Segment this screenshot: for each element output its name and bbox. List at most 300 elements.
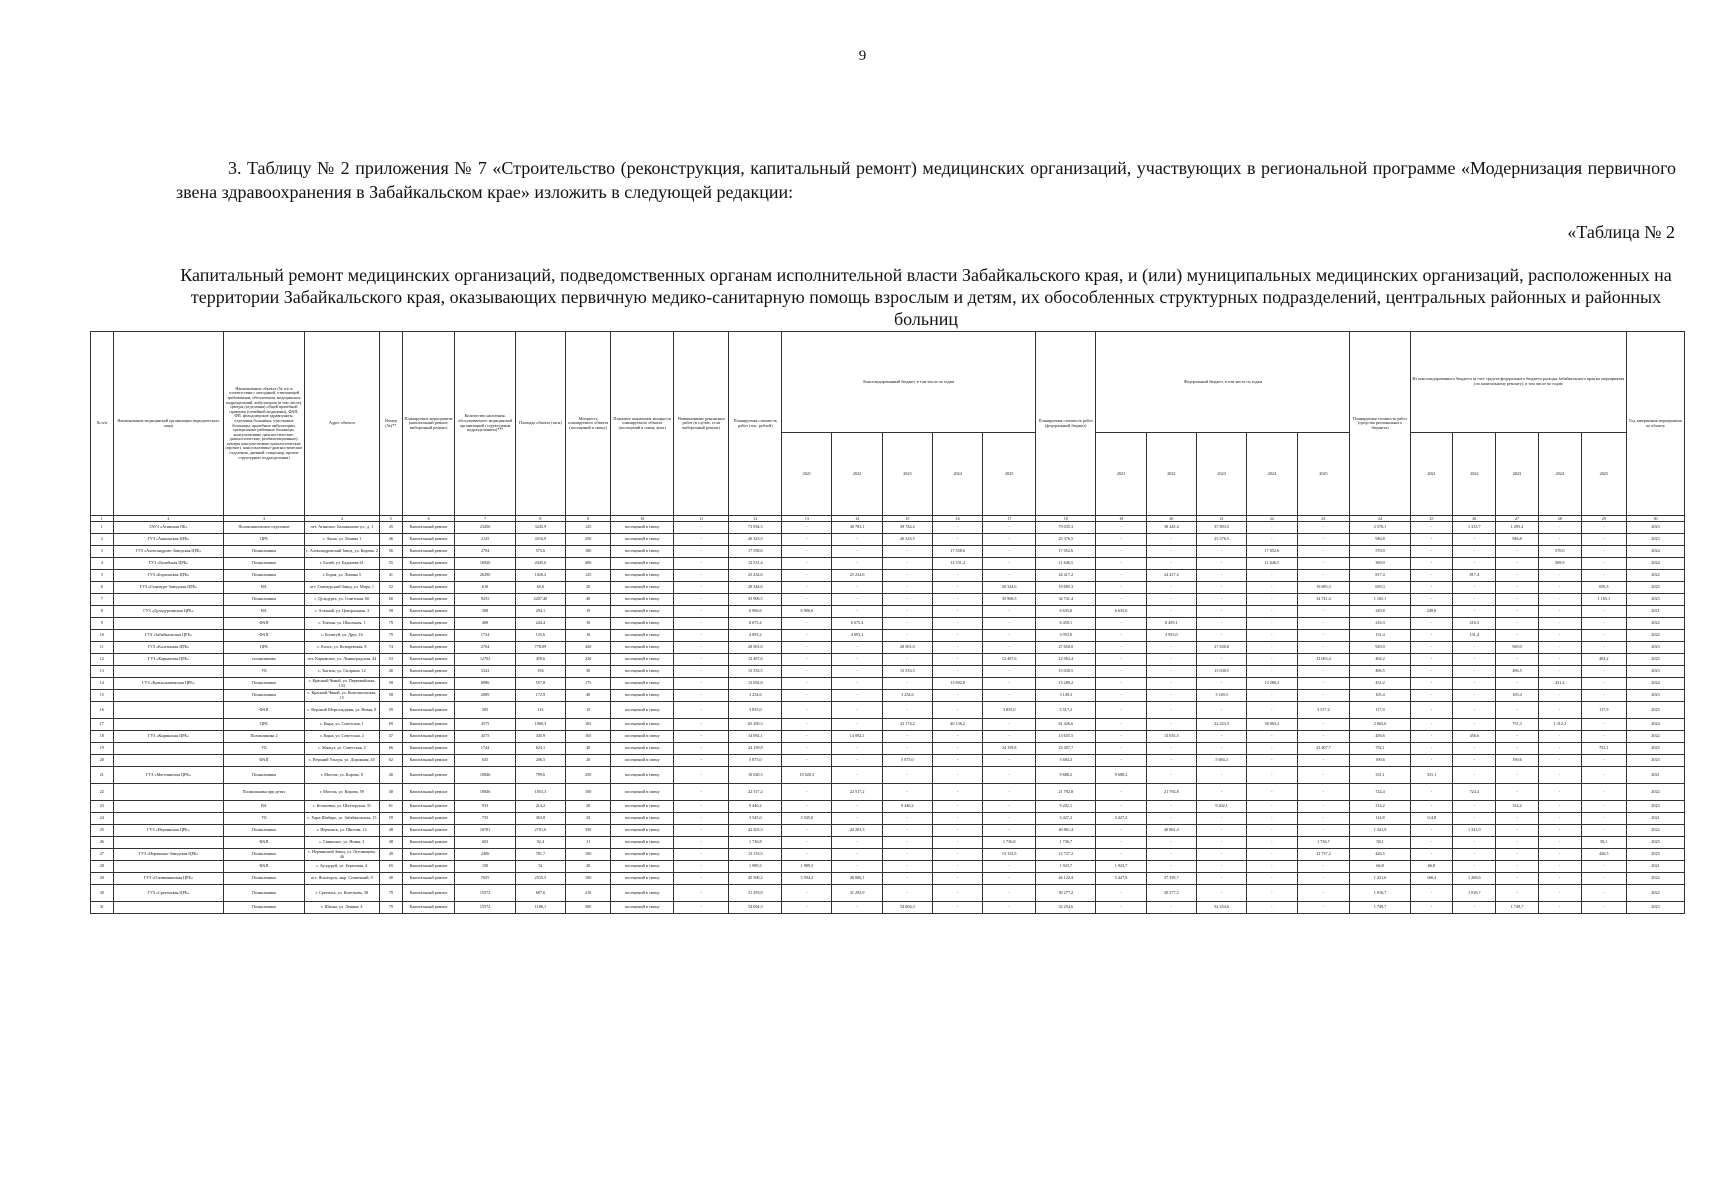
column-number: 27 (1496, 516, 1539, 522)
header-year: 2023 (1196, 433, 1246, 516)
table-cell: 24 159,8 (729, 743, 782, 755)
table-cell: - (1453, 534, 1496, 546)
table-cell: 65,6 (515, 582, 565, 594)
table-cell: 38 445,4 (1146, 522, 1196, 534)
table-cell: 933 (455, 801, 515, 813)
table-cell: 5 427,8 (1096, 873, 1146, 885)
intro-paragraph: 3. Таблицу № 2 приложения № 7 «Строительство (реконструкция, капитальный ремонт) медицинских организаций, участвующих в региональной программе «Модернизация первичного звена здравоохранения в Забайкальском крае» изложить в следующей редакции: (176, 158, 1676, 202)
column-number: 21 (1196, 516, 1246, 522)
table-cell: - (933, 849, 983, 861)
table-cell: с. Мангут, ул. Советская, 2 (304, 743, 379, 755)
table-row (91, 642, 1685, 654)
table-cell: 817,4 (1453, 570, 1496, 582)
table-cell: Поликлиника (224, 690, 304, 702)
table-cell: - (1146, 654, 1196, 666)
table-cell: - (674, 558, 729, 570)
table-cell: 15 (566, 702, 611, 719)
table-cell: 2764 (455, 642, 515, 654)
table-cell: - (1196, 861, 1246, 873)
table-cell: - (1247, 743, 1297, 755)
table-cell: 28 (91, 861, 114, 873)
table-cell: - (674, 570, 729, 582)
table-cell: 21 792,8 (1036, 784, 1096, 801)
table-cell: - (1297, 719, 1350, 731)
table-cell: 1 749,7 (1496, 902, 1539, 914)
table-cell: 363,8 (515, 813, 565, 825)
table-cell: - (933, 885, 983, 902)
table-cell: г. Балей, ул. Бадмаева 41 (304, 558, 379, 570)
table-cell: 25 (566, 813, 611, 825)
table-cell: УБ (224, 743, 304, 755)
table-cell: 25 234,6 (832, 570, 882, 582)
table-cell: - (983, 902, 1036, 914)
table-cell: - (1453, 813, 1496, 825)
table-cell: 15572 (455, 902, 515, 914)
table-cell: - (782, 690, 832, 702)
table-cell: 37 893,5 (1196, 522, 1246, 534)
table-cell: - (832, 594, 882, 606)
table-cell: - (1410, 546, 1453, 558)
table-cell: 100 (566, 849, 611, 861)
table-cell: посещений в смену (611, 642, 674, 654)
table-cell: - (1538, 784, 1581, 801)
table-cell: - (674, 678, 729, 690)
table-cell: - (1538, 767, 1581, 784)
table-cell: - (674, 801, 729, 813)
table-cell: Капитальный ремонт (402, 902, 455, 914)
table-cell: - (983, 666, 1036, 678)
table-cell: г. Могоча, ул. Кирова, 59 (304, 784, 379, 801)
header-area: Площадь объекта (кв.м) (515, 332, 565, 516)
table-cell: 26 323,5 (729, 534, 782, 546)
table-cell: - (1581, 690, 1626, 702)
table-cell: 20 (566, 582, 611, 594)
table-cell: - (1096, 885, 1146, 902)
table-cell: - (1247, 873, 1297, 885)
table-cell: 2025 (1626, 837, 1684, 849)
table-cell: - (1297, 861, 1350, 873)
table-cell: 5 684,3 (1196, 755, 1246, 767)
column-number: 10 (611, 516, 674, 522)
table-cell: - (674, 767, 729, 784)
table-cell: - (1297, 690, 1350, 702)
column-number: 30 (1626, 516, 1684, 522)
table-cell: 9 202,1 (1036, 801, 1096, 813)
table-cell: - (1581, 522, 1626, 534)
table-cell: 62 (380, 755, 403, 767)
table-cell: - (1581, 642, 1626, 654)
table-cell: - (1247, 570, 1297, 582)
table-cell: 3 427,2 (1036, 813, 1096, 825)
table-cell: - (1146, 666, 1196, 678)
table-cell: - (1247, 522, 1297, 534)
table-cell: 12 063,4 (1036, 654, 1096, 666)
table-cell: ГУЗ «Краснокаменская ЦРБ» (113, 678, 224, 690)
table-cell: - (933, 873, 983, 885)
table-cell: ВА (224, 582, 304, 594)
table-cell: 15 533,5 (729, 666, 782, 678)
table-cell: 220 (566, 654, 611, 666)
table-row (91, 885, 1685, 902)
table-cell: - (983, 690, 1036, 702)
column-number: 3 (224, 516, 304, 522)
table-cell: - (983, 813, 1036, 825)
table-cell: посещений в смену (611, 654, 674, 666)
table-cell: - (1410, 702, 1453, 719)
table-cell: 100 (566, 873, 611, 885)
table-cell: 17 558,6 (933, 546, 983, 558)
table-cell: 404,2 (1581, 654, 1626, 666)
table-cell: поликлиника (224, 654, 304, 666)
table-cell: Капитальный ремонт (402, 558, 455, 570)
table-cell: - (1581, 755, 1626, 767)
header-index: Номер (№)** (380, 332, 403, 516)
table-cell: 46 (380, 534, 403, 546)
table-cell: 58,1 (1350, 837, 1410, 849)
table-cell: 5 594,2 (782, 873, 832, 885)
table-cell: - (983, 755, 1036, 767)
table-cell: Капитальный ремонт (402, 731, 455, 743)
table-cell: - (1538, 606, 1581, 618)
table-cell: - (933, 801, 983, 813)
table-cell: - (782, 801, 832, 813)
table-cell: - (674, 618, 729, 630)
table-cell: 23456 (455, 522, 515, 534)
table-cell: 30 (91, 885, 114, 902)
table-cell: с. Калга, ул. Козыревская, 8 (304, 642, 379, 654)
table-cell: 65 (380, 861, 403, 873)
header-year: 2023 (1496, 433, 1539, 516)
table-cell: - (1146, 534, 1196, 546)
table-cell: 369,9 (1538, 558, 1581, 570)
table-cell: г. Борзя, ул. Ленина 5 (304, 570, 379, 582)
header-capacity: Мощность планируемого объекта (посещений в смену) (566, 332, 611, 516)
data-table (90, 331, 1685, 914)
table-cell: 1 736,8 (729, 837, 782, 849)
table-cell: 165 (566, 731, 611, 743)
table-row (91, 873, 1685, 885)
table-cell: 13 635,5 (1146, 731, 1196, 743)
table-cell: 1 736,7 (1036, 837, 1096, 849)
table-row (91, 534, 1685, 546)
table-cell: - (1453, 902, 1496, 914)
table-cell: - (1538, 534, 1581, 546)
table-cell: 9 446,2 (882, 801, 932, 813)
table-cell: 9255 (455, 594, 515, 606)
table-cell: с. Красный Чикой, ул. Первомайская, 133 (304, 678, 379, 690)
table-cell: - (782, 546, 832, 558)
table-cell: - (674, 902, 729, 914)
table-cell: - (933, 642, 983, 654)
table-cell: 190,6 (1350, 755, 1410, 767)
table-cell: - (1581, 558, 1626, 570)
table-cell: 61 (380, 801, 403, 813)
table-cell: 7 (91, 594, 114, 606)
table-cell: посещений в смену (611, 666, 674, 678)
table-cell: 92,4 (515, 837, 565, 849)
table-cell: 73 934,3 (729, 522, 782, 534)
table-cell: - (1410, 594, 1453, 606)
table-cell: 610 (455, 582, 515, 594)
table-cell: 19 (91, 743, 114, 755)
table-cell: - (882, 885, 932, 902)
table-cell: 27 650,0 (1036, 642, 1096, 654)
table-cell: - (1538, 654, 1581, 666)
table-cell: Поликлиника (224, 767, 304, 784)
table-cell: - (782, 558, 832, 570)
table-cell: - (1453, 678, 1496, 690)
column-number: 20 (1146, 516, 1196, 522)
table-cell: ГУЗ «Калганская ЦРБ» (113, 642, 224, 654)
table-cell: 3 149,3 (1036, 690, 1096, 702)
table-cell: ГУЗ «Дульдургинская ЦРБ» (113, 606, 224, 618)
table-cell: - (1247, 666, 1297, 678)
table-cell: 15 030,5 (1196, 666, 1246, 678)
table-cell: - (1096, 849, 1146, 861)
table-cell: 19 685,3 (1036, 582, 1096, 594)
table-cell: 31 (91, 902, 114, 914)
table-cell: 17 052,6 (1036, 546, 1096, 558)
table-cell: - (983, 606, 1036, 618)
table-cell: 12 737,2 (1297, 849, 1350, 861)
table-cell: посещений в смену (611, 702, 674, 719)
table-cell: - (1496, 594, 1539, 606)
table-cell: 17 052,6 (1247, 546, 1297, 558)
table-cell: - (674, 582, 729, 594)
table-cell: 35 906,5 (983, 594, 1036, 606)
table-cell: г. Шилка, ул. Ленина, 4 (304, 902, 379, 914)
table-row (91, 825, 1685, 837)
table-cell: 3 427,2 (1096, 813, 1146, 825)
table-cell: 496,5 (1350, 666, 1410, 678)
table-cell: 10 (566, 630, 611, 642)
table-cell: - (782, 630, 832, 642)
table-cell: 12 467,6 (729, 654, 782, 666)
table-cell: - (1096, 654, 1146, 666)
table-cell: ГУЗ «Акшинская ЦРБ» (113, 534, 224, 546)
table-cell: - (1410, 630, 1453, 642)
table-cell: - (1538, 594, 1581, 606)
table-cell: 34 741,4 (1297, 594, 1350, 606)
table-cell: 15572 (455, 885, 515, 902)
table-cell: Поликлиника (224, 873, 304, 885)
table-cell: 23 407,7 (1036, 743, 1096, 755)
table-cell: 2022 (1626, 825, 1684, 837)
header-year: 2024 (1538, 433, 1581, 516)
table-cell: - (782, 837, 832, 849)
table-cell: 47 (380, 731, 403, 743)
table-cell: 54 004,3 (729, 902, 782, 914)
table-cell: ГАУЗ «Агинская ОБ» (113, 522, 224, 534)
table-cell: Поликлиника (224, 594, 304, 606)
table-cell: - (1410, 558, 1453, 570)
table-cell: - (1247, 534, 1297, 546)
column-number: 9 (566, 516, 611, 522)
table-cell: - (1581, 618, 1626, 630)
table-cell: ГУЗ «Оловяннинская ЦРБ» (113, 873, 224, 885)
table-cell: 14 092,1 (729, 731, 782, 743)
table-cell: с. Нерчинский Завод, ул. Луговищева, 46 (304, 849, 379, 861)
table-cell: - (832, 678, 882, 690)
table-cell: - (933, 861, 983, 873)
table-cell: - (1581, 546, 1626, 558)
table-cell: - (1581, 861, 1626, 873)
table-cell: 79 (380, 902, 403, 914)
table-cell: 24 159,8 (983, 743, 1036, 755)
table-cell: 53 (380, 654, 403, 666)
header-year: 2023 (882, 433, 932, 516)
table-cell: - (1096, 902, 1146, 914)
table-cell: - (1538, 743, 1581, 755)
table-cell: 65 450,3 (729, 719, 782, 731)
table-cell: - (1247, 801, 1297, 813)
table-cell: 1 923,7 (1096, 861, 1146, 873)
table-cell: - (674, 630, 729, 642)
table-cell: 9 202,1 (1196, 801, 1246, 813)
table-cell: - (832, 654, 882, 666)
table-cell: 3 254,6 (729, 690, 782, 702)
table-cell: Поликлиника (224, 558, 304, 570)
table-cell: 314,2 (1496, 801, 1539, 813)
table-cell: 40 (380, 666, 403, 678)
table-cell: 16701 (455, 825, 515, 837)
table-cell: 79 (380, 885, 403, 902)
table-cell: посещений в смену (611, 801, 674, 813)
table-cell: - (1146, 743, 1196, 755)
table-cell: 16920 (455, 558, 515, 570)
table-cell: 79 (380, 618, 403, 630)
table-cell: 3 254,6 (882, 690, 932, 702)
table-cell: ГУЗ «Забайкальская ЦРБ» (113, 630, 224, 642)
table-cell: 59 (380, 702, 403, 719)
table-cell: 66,8 (1410, 861, 1453, 873)
table-cell: 624,1 (515, 743, 565, 755)
table-cell: - (1538, 873, 1581, 885)
table-row (91, 743, 1685, 755)
table-cell: - (1247, 606, 1297, 618)
table-cell: - (674, 837, 729, 849)
table-cell: - (674, 702, 729, 719)
table-cell: - (1581, 731, 1626, 743)
table-cell: 603 (455, 837, 515, 849)
table-cell: 2024 (1626, 558, 1684, 570)
table-cell: 3245,9 (515, 522, 565, 534)
table-cell: - (782, 719, 832, 731)
table-cell: 20 344,6 (983, 582, 1036, 594)
table-cell (113, 902, 224, 914)
table-cell: Поликлиника (224, 902, 304, 914)
table-cell: - (1247, 582, 1297, 594)
table-cell: - (1581, 813, 1626, 825)
table-cell: - (1297, 873, 1350, 885)
table-cell: - (1196, 546, 1246, 558)
table-cell: - (1146, 594, 1196, 606)
table-row (91, 666, 1685, 678)
table-cell: ФАП (224, 861, 304, 873)
column-number: 8 (515, 516, 565, 522)
table-cell: 66,8 (1350, 861, 1410, 873)
table-cell: - (882, 702, 932, 719)
table-cell: - (782, 618, 832, 630)
table-cell: - (983, 630, 1036, 642)
table-cell: - (1096, 618, 1146, 630)
table-cell: - (1196, 594, 1246, 606)
table-cell: - (1146, 702, 1196, 719)
table-cell: 12 531,4 (933, 558, 983, 570)
table-cell: - (1453, 642, 1496, 654)
table-cell: Капитальный ремонт (402, 743, 455, 755)
table-cell: - (1496, 618, 1539, 630)
table-cell: с. Булдуруй, ул. Береговая, 4 (304, 861, 379, 873)
table-cell (113, 755, 224, 767)
table-cell: посещений в смену (611, 902, 674, 914)
table-cell: 79 035,3 (1036, 522, 1096, 534)
table-cell: - (1096, 678, 1146, 690)
table-cell: - (832, 546, 882, 558)
table-cell: ЦРБ (224, 719, 304, 731)
table-cell: 214,2 (515, 801, 565, 813)
table-cell: 38 003,2 (1247, 719, 1297, 731)
table-cell: - (674, 861, 729, 873)
table-cell: УБ (224, 666, 304, 678)
table-cell: - (1410, 755, 1453, 767)
table-cell: - (1247, 654, 1297, 666)
table-cell: - (933, 813, 983, 825)
table-cell: Капитальный ремонт (402, 606, 455, 618)
table-cell: посещений в смену (611, 731, 674, 743)
table-cell: - (1297, 813, 1350, 825)
table-row (91, 546, 1685, 558)
table-cell: - (1096, 558, 1146, 570)
table-cell: - (1196, 618, 1246, 630)
table-cell: - (1496, 570, 1539, 582)
table-row (91, 837, 1685, 849)
table-cell: посещений в смену (611, 837, 674, 849)
table-cell: - (1453, 558, 1496, 570)
table-cell: - (1538, 885, 1581, 902)
table-cell: 117,9 (1350, 702, 1410, 719)
table-cell: Капитальный ремонт (402, 837, 455, 849)
table-cell: - (674, 690, 729, 702)
table-cell: - (1096, 731, 1146, 743)
table-cell: 2021 (1626, 606, 1684, 618)
table-cell: 426,5 (1350, 849, 1410, 861)
table-cell: - (674, 606, 729, 618)
table-cell: 10846 (455, 784, 515, 801)
table-cell: ГУЗ «Могочинская ЦРБ» (113, 767, 224, 784)
table-cell: Поликлиника при детях (224, 784, 304, 801)
table-cell: - (674, 743, 729, 755)
table-cell: 40 783,1 (832, 522, 882, 534)
table-cell: - (933, 731, 983, 743)
table-cell: 5 684,3 (1036, 755, 1096, 767)
table-cell: 52 (380, 582, 403, 594)
header-year: 2025 (1581, 433, 1626, 516)
table-cell: - (1581, 801, 1626, 813)
table-cell: - (933, 755, 983, 767)
table-cell: 39 744,2 (882, 522, 932, 534)
table-cell: 105,4 (1496, 690, 1539, 702)
table-cell: 55 (380, 558, 403, 570)
column-number: 2 (113, 516, 224, 522)
table-cell: 1026,2 (515, 570, 565, 582)
table-cell: - (882, 594, 932, 606)
table-cell: - (1453, 582, 1496, 594)
table-cell: - (1453, 849, 1496, 861)
table-cell: 9 446,2 (729, 801, 782, 813)
table-cell: ФАП (224, 837, 304, 849)
table-cell: 2125 (455, 534, 515, 546)
